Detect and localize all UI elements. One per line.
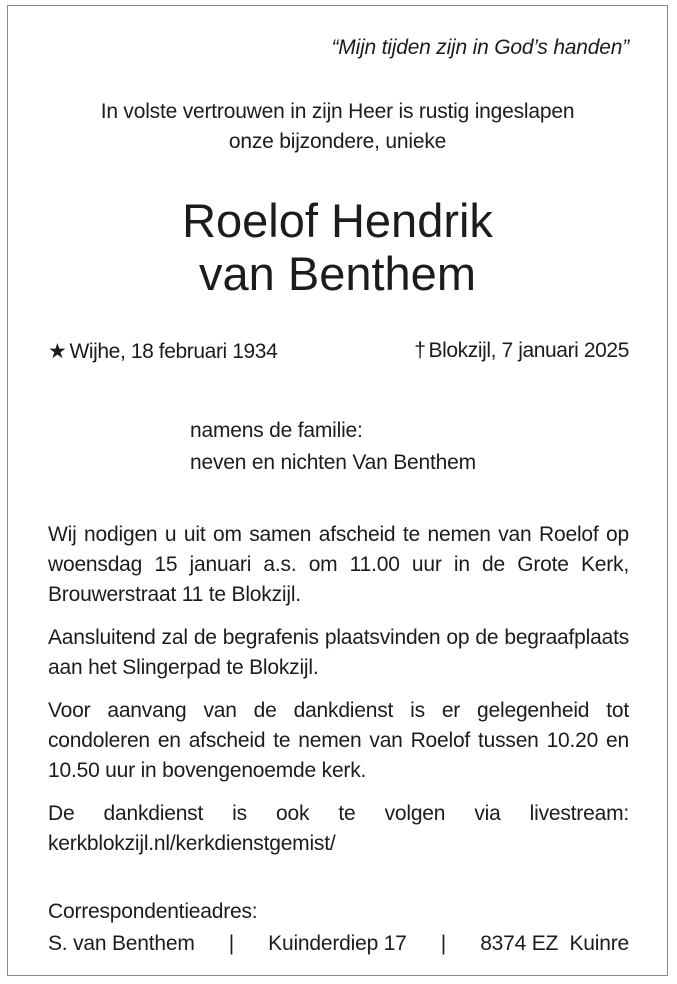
intro-line-1: In volste vertrouwen in zijn Heer is rustig ingeslapen <box>100 100 575 123</box>
deceased-name <box>8 194 667 300</box>
cross-icon: † <box>414 339 426 362</box>
death-date-text: Blokzijl, 7 januari 2025 <box>428 339 629 362</box>
deceased-name-line-2: van Benthem <box>199 247 476 300</box>
family-line-2: neven en nichten Van Benthem <box>190 451 476 474</box>
address-postal-city: 8374 EZ Kuinre <box>480 932 629 955</box>
address-separator: | <box>440 932 447 955</box>
family-line-1: namens de familie: <box>190 419 363 442</box>
announcement-body <box>48 520 629 872</box>
paragraph-invitation: Wij nodigen u uit om samen afscheid te nemen van Roelof op woensdag 15 januari a.s. om 11.00 uur in de Grote Kerk, Brouwerstraat 11 te Blokzijl. <box>48 523 629 606</box>
birth-date <box>48 339 277 364</box>
obituary-card <box>7 5 668 976</box>
paragraph-burial: Aansluitend zal de begrafenis plaatsvinden op de begraafplaats aan het Slingerpad te Blokzijl. <box>48 626 629 679</box>
address-separator: | <box>228 932 235 955</box>
paragraph-livestream: De dankdienst is ook te volgen via livestream: kerkblokzijl.nl/kerkdienstgemist/ <box>48 802 629 855</box>
correspondence-label: Correspondentieadres: <box>48 900 258 923</box>
intro-text <box>8 97 667 157</box>
correspondence-address <box>48 896 629 960</box>
motto-quote: “Mijn tijden zijn in God’s handen” <box>331 36 629 59</box>
birth-date-text: Wijhe, 18 februari 1934 <box>69 340 278 363</box>
address-name: S. van Benthem <box>48 932 195 955</box>
address-line <box>48 928 629 960</box>
death-date <box>414 339 629 363</box>
address-street: Kuinderdiep 17 <box>268 932 407 955</box>
intro-line-2: onze bijzondere, unieke <box>228 130 447 153</box>
deceased-name-line-1: Roelof Hendrik <box>182 194 493 247</box>
paragraph-condolence: Voor aanvang van de dankdienst is er gelegenheid tot condoleren en afscheid te nemen van Roelof tussen 10.20 en 10.50 uur in bovengenoemde kerk. <box>48 699 629 782</box>
family-signature <box>190 415 476 479</box>
star-icon: ★ <box>48 340 67 363</box>
